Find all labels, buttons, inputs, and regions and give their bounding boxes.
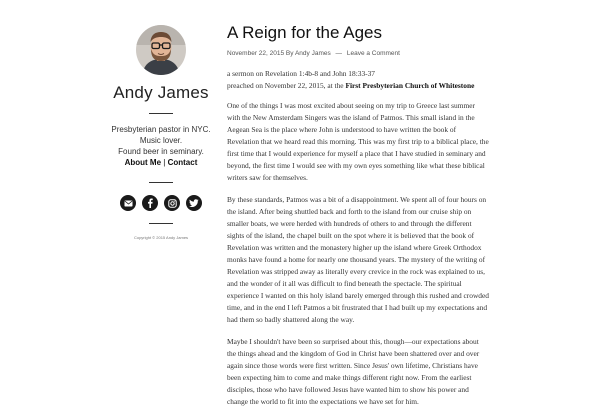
avatar[interactable] (136, 25, 186, 75)
contact-link[interactable]: Contact (167, 158, 198, 167)
meta-separator: — (335, 50, 343, 57)
post-meta (227, 50, 489, 57)
avatar-photo (136, 25, 186, 75)
social-links (90, 195, 232, 211)
bio-line: Found beer in seminary. (118, 147, 204, 156)
leave-comment-link[interactable]: Leave a Comment (346, 50, 400, 57)
divider (149, 182, 173, 183)
post-content (227, 68, 489, 408)
post-date[interactable]: November 22, 2015 (227, 50, 285, 57)
facebook-button[interactable] (142, 195, 158, 211)
link-separator: | (163, 158, 166, 167)
church-link[interactable]: First Presbyterian Church of Whitestone (345, 81, 475, 90)
twitter-icon (189, 199, 199, 207)
author-link[interactable]: Andy James (294, 50, 331, 57)
intro-line: a sermon on Revelation 1:4b-8 and John 18:33-37 (227, 69, 375, 78)
bio-line: Presbyterian pastor in NYC. (111, 125, 211, 134)
byline-label: By (285, 50, 294, 57)
paragraph: Maybe I shouldn't have been so surprised about this, though—our expectations about the things ahead and the kingdom of God in Christ have been shattered over and over again since those words were first written. Since Jesus' own lifetime, Christians have been expecting him to come and make things different right now. From the earliest disciples, those who have followed Jesus have wanted him to show his power and change the world to fit into the expectations we have set for him. (227, 337, 480, 406)
about-link[interactable]: About Me (124, 158, 162, 167)
facebook-icon (147, 198, 153, 208)
email-icon (124, 200, 133, 207)
instagram-button[interactable] (164, 195, 180, 211)
post-title[interactable]: A Reign for the Ages (227, 23, 382, 42)
paragraph: By these standards, Patmos was a bit of a disappointment. We spent all of four hours on the island. After being shuttled back and forth to the island from our cruise ship on smaller boats, we were herded with hundreds of others to and through the different sights of the island, the chapel built on the spot where it is believed that the book of Revelation was written and the monastery higher up the island where Greek Orthodox monks have found a home for nearly one thousand years. The mystery of the writing of Revelation was stripped away as literally every crevice in the rock was explained to us, and the wonder of it all was difficult to find beneath the spectacle. The spiritual experience I wanted on this holy island barely emerged through this rushed and crowded time, and in the end I left Patmos a bit frustrated that I had built up my expectations and had them so badly shattered along the way. (227, 195, 489, 324)
bio (90, 124, 232, 168)
site-title[interactable]: Andy James (113, 83, 209, 102)
divider (149, 223, 173, 224)
email-button[interactable] (120, 195, 136, 211)
divider (149, 113, 173, 114)
sidebar (90, 20, 232, 240)
copyright: Copyright © 2015 Andy James (133, 235, 189, 240)
twitter-button[interactable] (186, 195, 202, 211)
sermon-intro (227, 68, 489, 92)
instagram-icon (168, 199, 177, 208)
bio-line: Music lover. (139, 136, 183, 145)
paragraph: One of the things I was most excited about seeing on my trip to Greece last summer with the New Amsterdam Singers was the island of Patmos. This small island in the Aegean Sea is the place where John is understood to have written the book of Revelation that we heard read this morning. This was my first trip to a biblical place, the first time that I would experience for myself a place that I have studied in seminary and beyond, the first time I would see with my own eyes something like what these biblical writers saw for themselves. (227, 101, 489, 182)
post (227, 22, 489, 418)
intro-line: preached on November 22, 2015, at the (227, 81, 344, 90)
bio-links (90, 157, 232, 168)
